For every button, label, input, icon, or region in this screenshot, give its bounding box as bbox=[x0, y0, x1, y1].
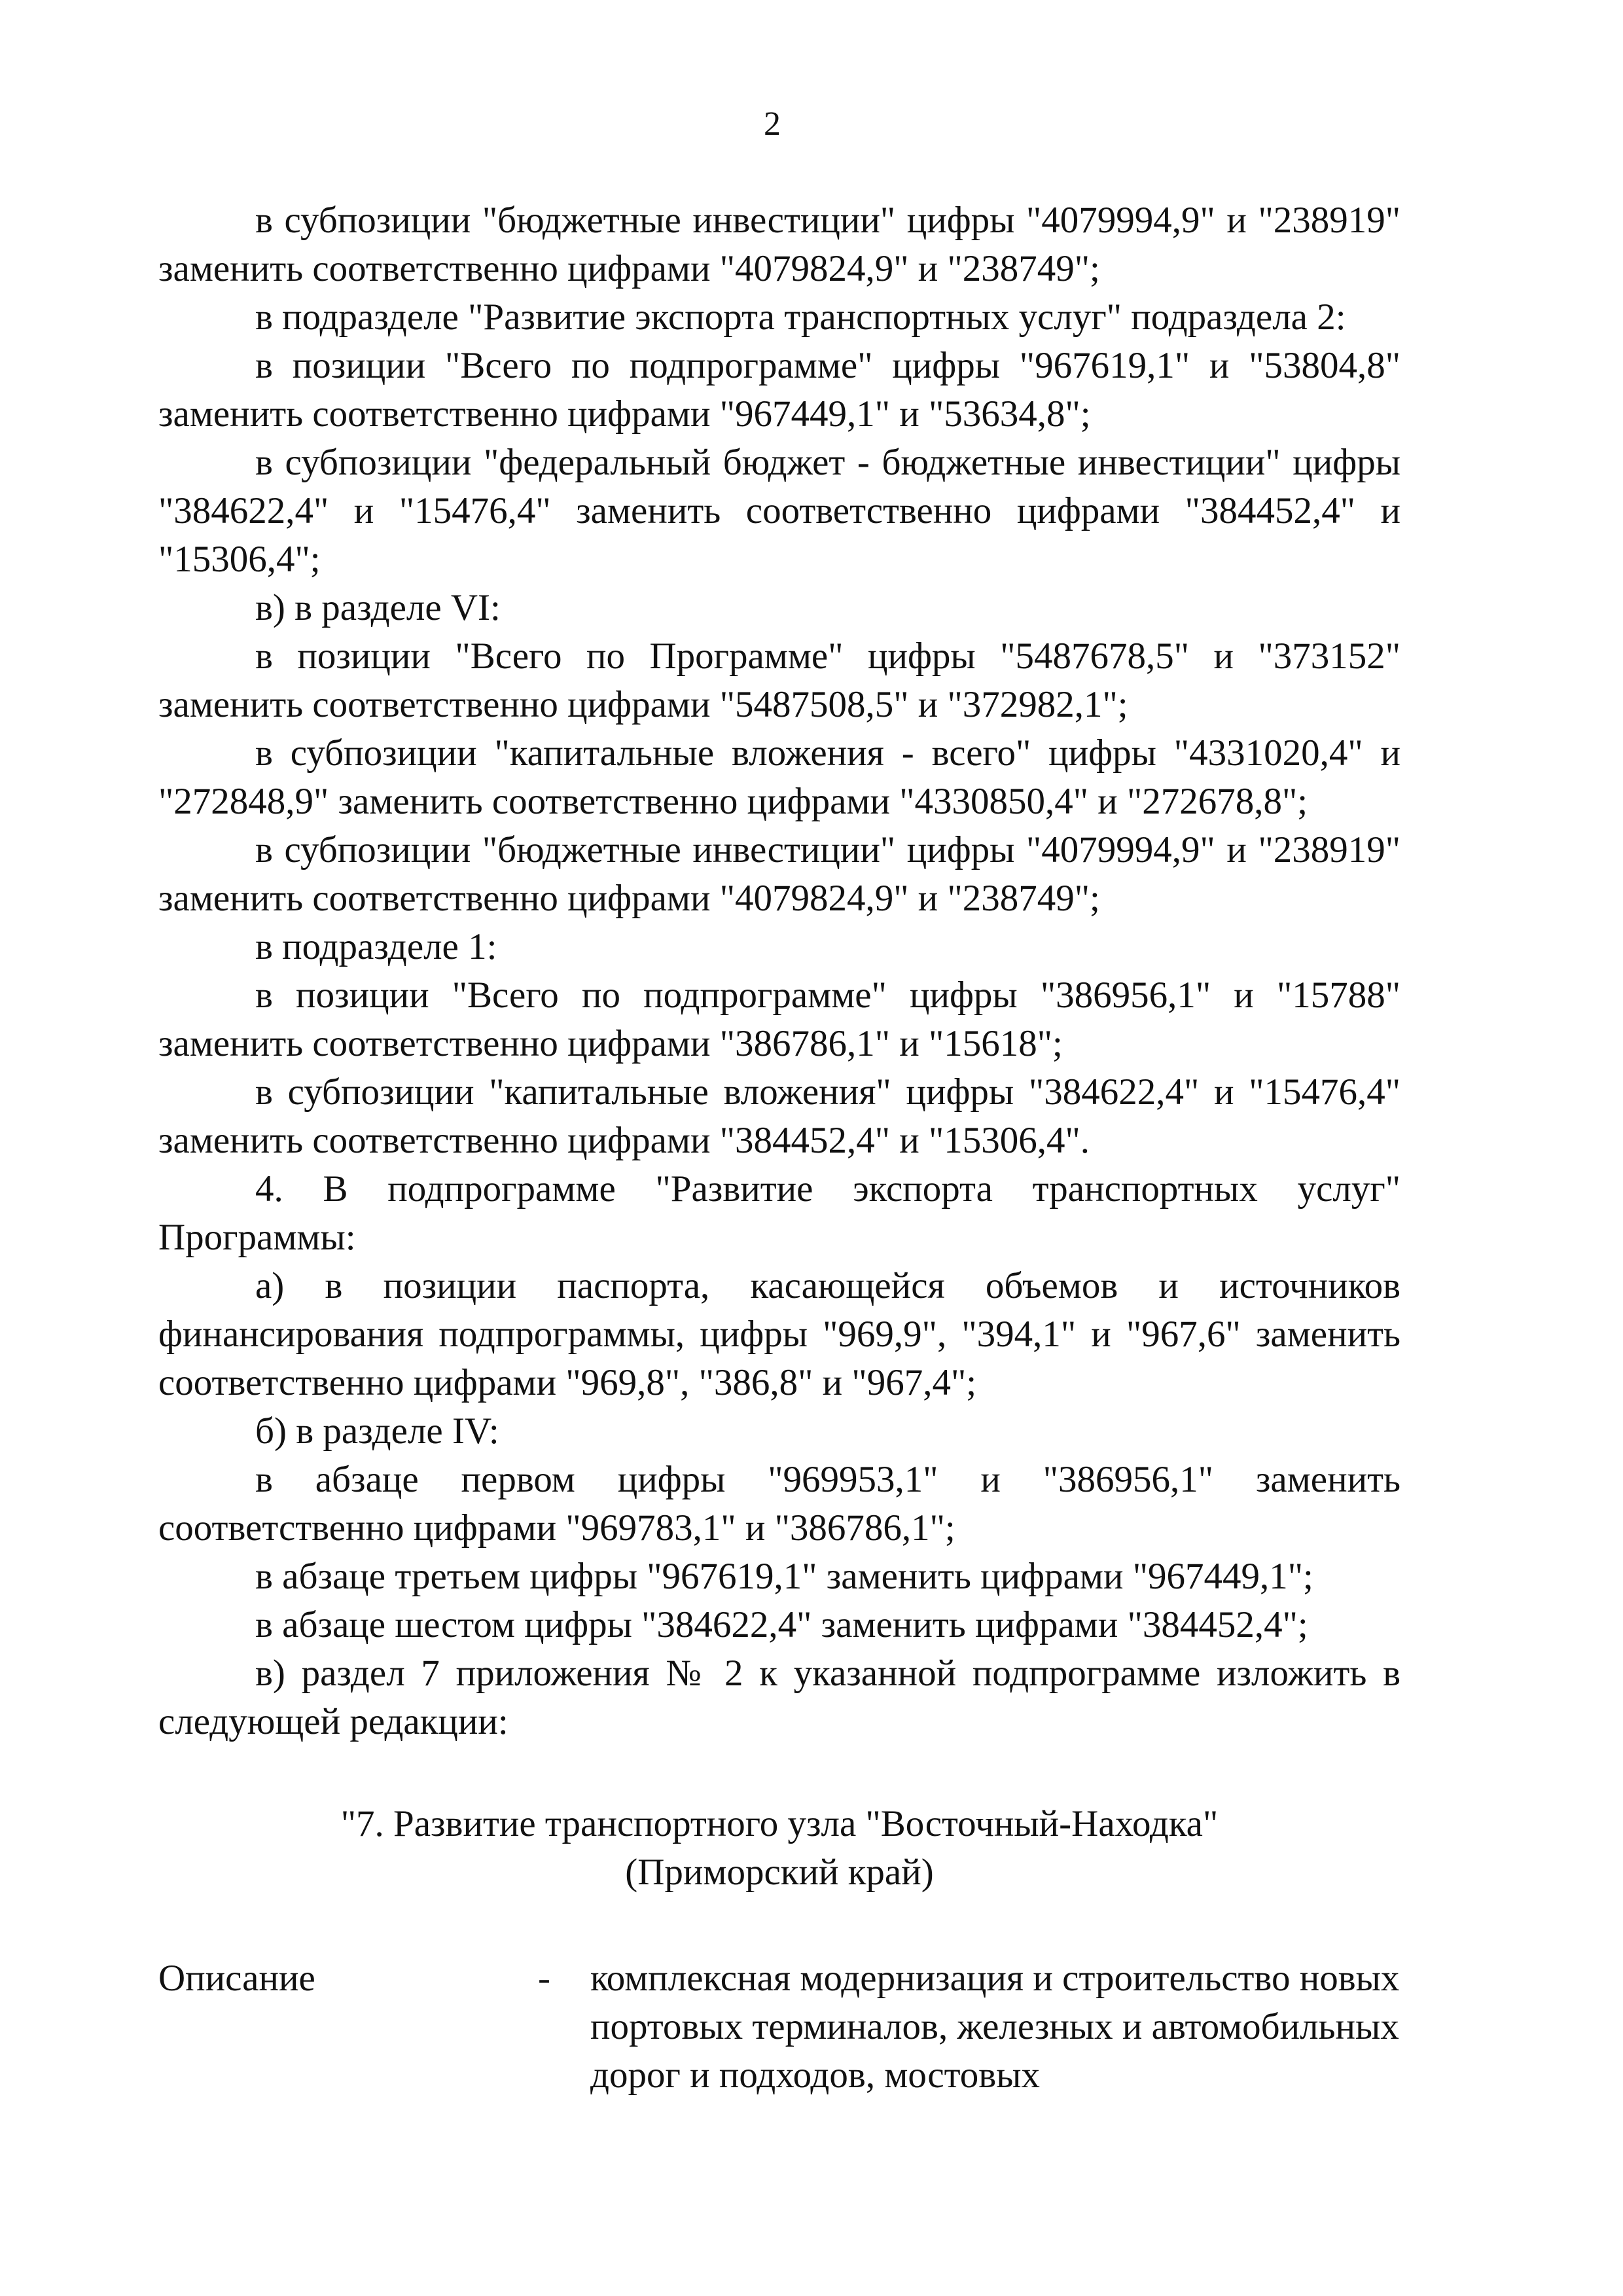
section-heading bbox=[158, 1800, 1400, 1897]
paragraph: в позиции "Всего по подпрограмме" цифры "386956,1" и "15788" заменить соответственно цифрами "386786,1" и "15618"; bbox=[158, 975, 1400, 1064]
paragraph: в субпозиции "бюджетные инвестиции" цифры "4079994,9" и "238919" заменить соответственно цифрами "4079824,9" и "238749"; bbox=[158, 200, 1400, 289]
paragraph: в подразделе 1: bbox=[255, 926, 497, 967]
paragraph: в подразделе "Развитие экспорта транспортных услуг" подраздела 2: bbox=[255, 296, 1346, 338]
paragraph: в) раздел 7 приложения № 2 к указанной подпрограмме изложить в следующей редакции: bbox=[158, 1653, 1400, 1742]
paragraph: в) в разделе VI: bbox=[255, 587, 501, 628]
description-value: комплексная модернизация и строительство новых портовых терминалов, железных и автомобильных дорог и подходов, мостовых bbox=[590, 1958, 1400, 2096]
paragraph: 4. В подпрограмме "Развитие экспорта транспортных услуг" Программы: bbox=[158, 1168, 1400, 1258]
paragraph: в позиции "Всего по подпрограмме" цифры "967619,1" и "53804,8" заменить соответственно цифрами "967449,1" и "53634,8"; bbox=[158, 345, 1400, 435]
paragraph: в абзаце шестом цифры "384622,4" заменить цифрами "384452,4"; bbox=[255, 1604, 1308, 1645]
section-heading-line: "7. Развитие транспортного узла "Восточный-Находка" bbox=[340, 1803, 1219, 1844]
paragraph: в субпозиции "капитальные вложения - всего" цифры "4331020,4" и "272848,9" заменить соответственно цифрами "4330850,4" и "272678,8"; bbox=[158, 732, 1400, 822]
paragraph: а) в позиции паспорта, касающейся объемов и источников финансирования подпрограммы, цифры "969,9", "394,1" и "967,6" заменить соответственно цифрами "969,8", "386,8" и "967,4"; bbox=[158, 1265, 1400, 1403]
paragraph: в субпозиции "федеральный бюджет - бюджетные инвестиции" цифры "384622,4" и "15476,4" заменить соответственно цифрами "384452,4" и "15306,4"; bbox=[158, 442, 1400, 580]
description-label: Описание bbox=[158, 1958, 315, 1999]
paragraph: в субпозиции "бюджетные инвестиции" цифры "4079994,9" и "238919" заменить соответственно цифрами "4079824,9" и "238749"; bbox=[158, 829, 1400, 919]
document-body bbox=[158, 196, 1400, 2100]
paragraph: в субпозиции "капитальные вложения" цифры "384622,4" и "15476,4" заменить соответственно цифрами "384452,4" и "15306,4". bbox=[158, 1071, 1400, 1161]
paragraph: в абзаце первом цифры "969953,1" и "386956,1" заменить соответственно цифрами "969783,1" и "386786,1"; bbox=[158, 1459, 1400, 1549]
paragraph: в позиции "Всего по Программе" цифры "5487678,5" и "373152" заменить соответственно цифрами "5487508,5" и "372982,1"; bbox=[158, 636, 1400, 725]
paragraph: б) в разделе IV: bbox=[255, 1410, 499, 1452]
description-dash: - bbox=[538, 1958, 550, 1999]
paragraph: в абзаце третьем цифры "967619,1" заменить цифрами "967449,1"; bbox=[255, 1556, 1313, 1597]
section-heading-line: (Приморский край) bbox=[625, 1852, 934, 1893]
description-row bbox=[158, 1954, 1400, 2100]
page-number: 2 bbox=[764, 105, 781, 143]
